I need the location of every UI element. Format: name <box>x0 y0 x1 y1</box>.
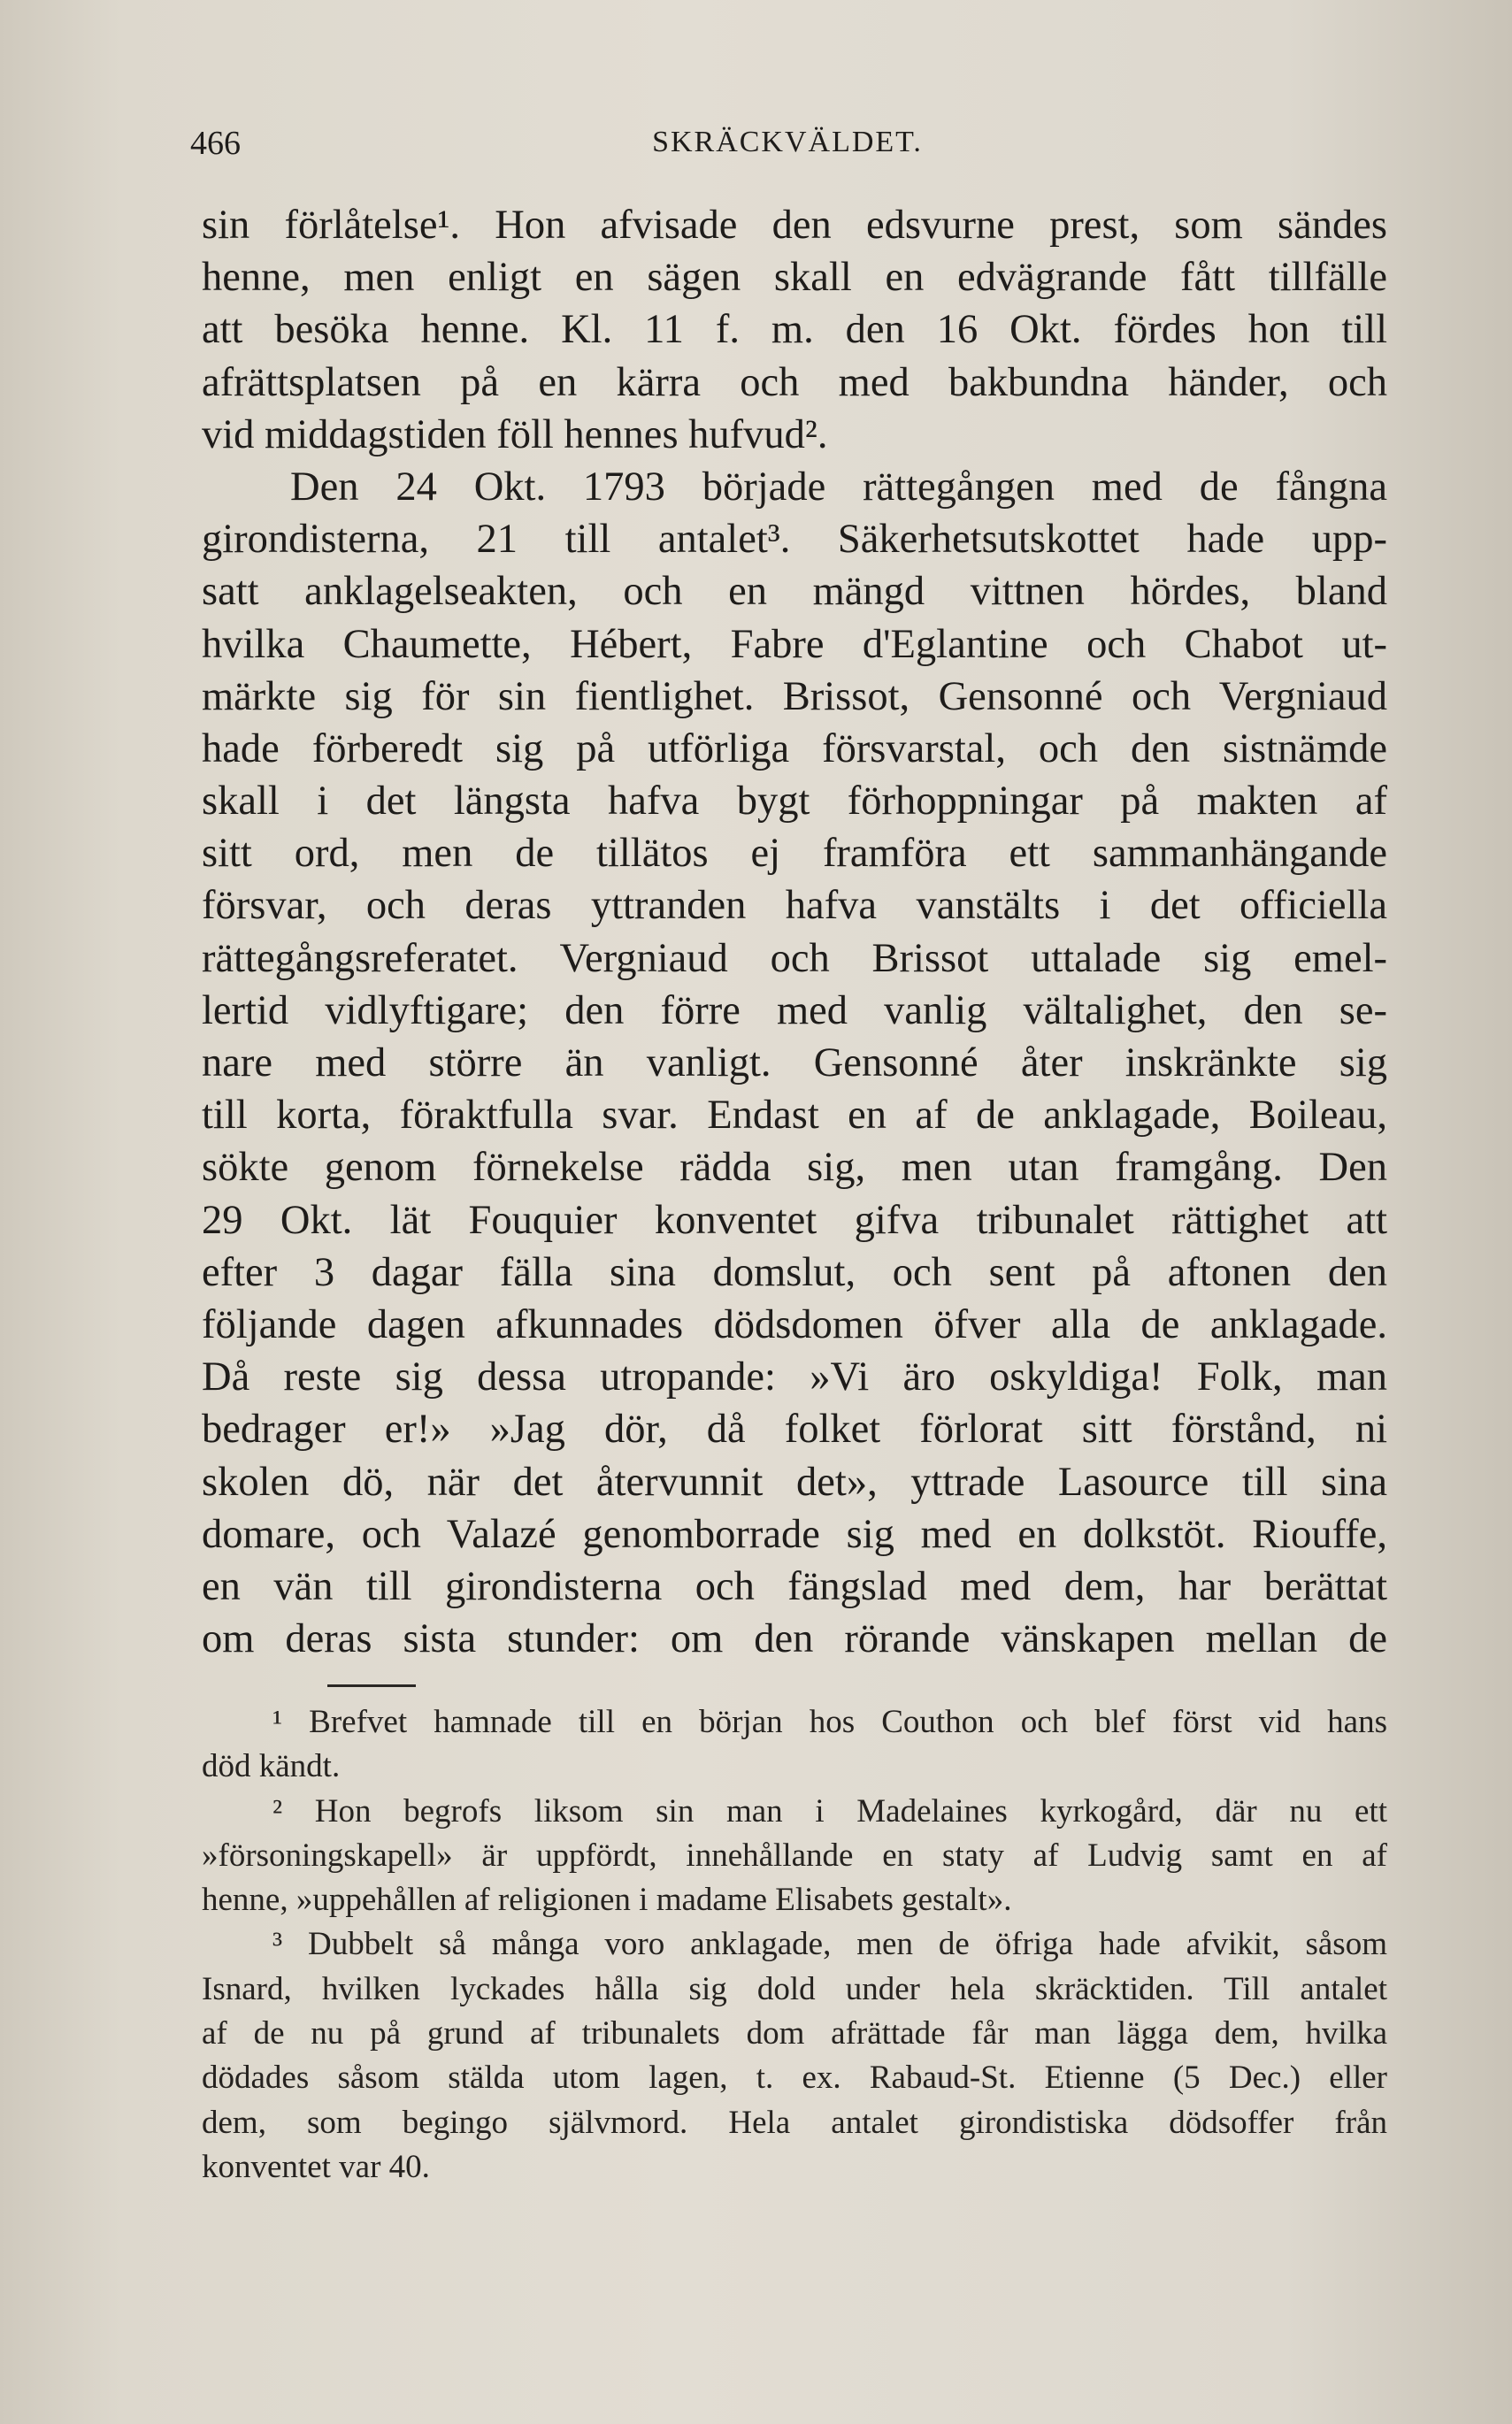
footnote-line: konventet var 40. <box>202 2148 430 2185</box>
body-line: girondisterna, 21 till antalet³. Säkerhetsutskottet hade upp- <box>202 517 1387 563</box>
footnote-line: dödades såsom stälda utom lagen, t. ex. Rabaud-St. Etienne (5 Dec.) eller <box>202 2060 1387 2097</box>
footnote-line: ¹ Brefvet hamnade till en början hos Couthon och blef först vid hans <box>272 1704 1387 1740</box>
running-head <box>190 124 1385 168</box>
footnote-line: Isnard, hvilken lyckades hålla sig dold under hela skräcktiden. Till antalet <box>202 1970 1387 2007</box>
page-number: 466 <box>190 125 241 162</box>
body-line: Den 24 Okt. 1793 började rättegången med de fångna <box>290 464 1387 510</box>
body-line: sökte genom förnekelse rädda sig, men utan framgång. Den <box>202 1145 1387 1191</box>
body-line: vid middagstiden föll hennes hufvud². <box>202 411 828 457</box>
body-line: märkte sig för sin fientlighet. Brissot, Gensonné och Vergniaud <box>202 673 1387 719</box>
body-line: nare med större än vanligt. Gensonné åter inskränkte sig <box>202 1040 1387 1085</box>
body-line: bedrager er!» »Jag dör, då folket förlorat sitt förstånd, ni <box>202 1407 1387 1453</box>
body-line: 29 Okt. lät Fouquier konventet gifva tribunalet rättighet att <box>202 1197 1387 1243</box>
body-line: sin förlåtelse¹. Hon afvisade den edsvurne prest, som sändes <box>202 203 1387 248</box>
body-line: henne, men enligt en sägen skall en edvägrande fått tillfälle <box>202 255 1387 301</box>
footnote-line: ³ Dubbelt så många voro anklagade, men de öfriga hade afvikit, såsom <box>272 1926 1387 1963</box>
body-line: sitt ord, men de tillätos ej framföra ett sammanhängande <box>202 831 1387 877</box>
footnote-line: död kändt. <box>202 1748 341 1785</box>
body-line: Då reste sig dessa utropande: »Vi äro oskyldiga! Folk, man <box>202 1354 1387 1400</box>
body-line: skall i det längsta hafva bygt förhoppningar på makten af <box>202 779 1387 825</box>
body-line: skolen dö, när det återvunnit det», yttrade Lasource till sina <box>202 1459 1387 1505</box>
body-text <box>202 199 1387 1665</box>
body-line: att besöka henne. Kl. 11 f. m. den 16 Okt. fördes hon till <box>202 307 1387 353</box>
footnote-line: dem, som begingo självmord. Hela antalet girondistiska dödsoffer från <box>202 2104 1387 2141</box>
footnotes <box>202 1700 1387 2190</box>
body-line: afrättsplatsen på en kärra och med bakbundna händer, och <box>202 359 1387 405</box>
body-line: till korta, föraktfulla svar. Endast en af de anklagade, Boileau, <box>202 1093 1387 1139</box>
footnote-line: af de nu på grund af tribunalets dom afrättade får man lägga dem, hvilka <box>202 2015 1387 2052</box>
body-line: rättegångsreferatet. Vergniaud och Brissot uttalade sig emel- <box>202 935 1387 981</box>
footnote-line: ² Hon begrofs liksom sin man i Madelaines kyrkogård, där nu ett <box>272 1792 1387 1830</box>
body-line: hvilka Chaumette, Hébert, Fabre d'Eglantine och Chabot ut- <box>202 621 1387 667</box>
body-line: efter 3 dagar fälla sina domslut, och sent på aftonen den <box>202 1249 1387 1295</box>
footnote-rule <box>327 1684 416 1687</box>
body-line: lertid vidlyftigare; den förre med vanlig vältalighet, den se- <box>202 987 1387 1033</box>
body-line: en vän till girondisterna och fängslad med dem, har berättat <box>202 1563 1387 1609</box>
body-line: om deras sista stunder: om den rörande vänskapen mellan de <box>202 1616 1387 1662</box>
body-line: domare, och Valazé genomborrade sig med en dolkstöt. Riouffe, <box>202 1511 1387 1557</box>
body-line: satt anklagelseakten, och en mängd vittnen hördes, bland <box>202 569 1387 615</box>
running-title: SKRÄCKVÄLDET. <box>652 126 923 158</box>
footnote-line: henne, »uppehållen af religionen i madame Elisabets gestalt». <box>202 1882 1012 1919</box>
body-line: följande dagen afkunnades dödsdomen öfver alla de anklagade. <box>202 1301 1387 1347</box>
footnote-line: »försoningskapell» är uppfördt, innehållande en staty af Ludvig samt en af <box>202 1837 1387 1874</box>
body-line: försvar, och deras yttranden hafva vanstälts i det officiella <box>202 883 1387 929</box>
body-line: hade förberedt sig på utförliga försvarstal, och den sistnämde <box>202 725 1387 771</box>
